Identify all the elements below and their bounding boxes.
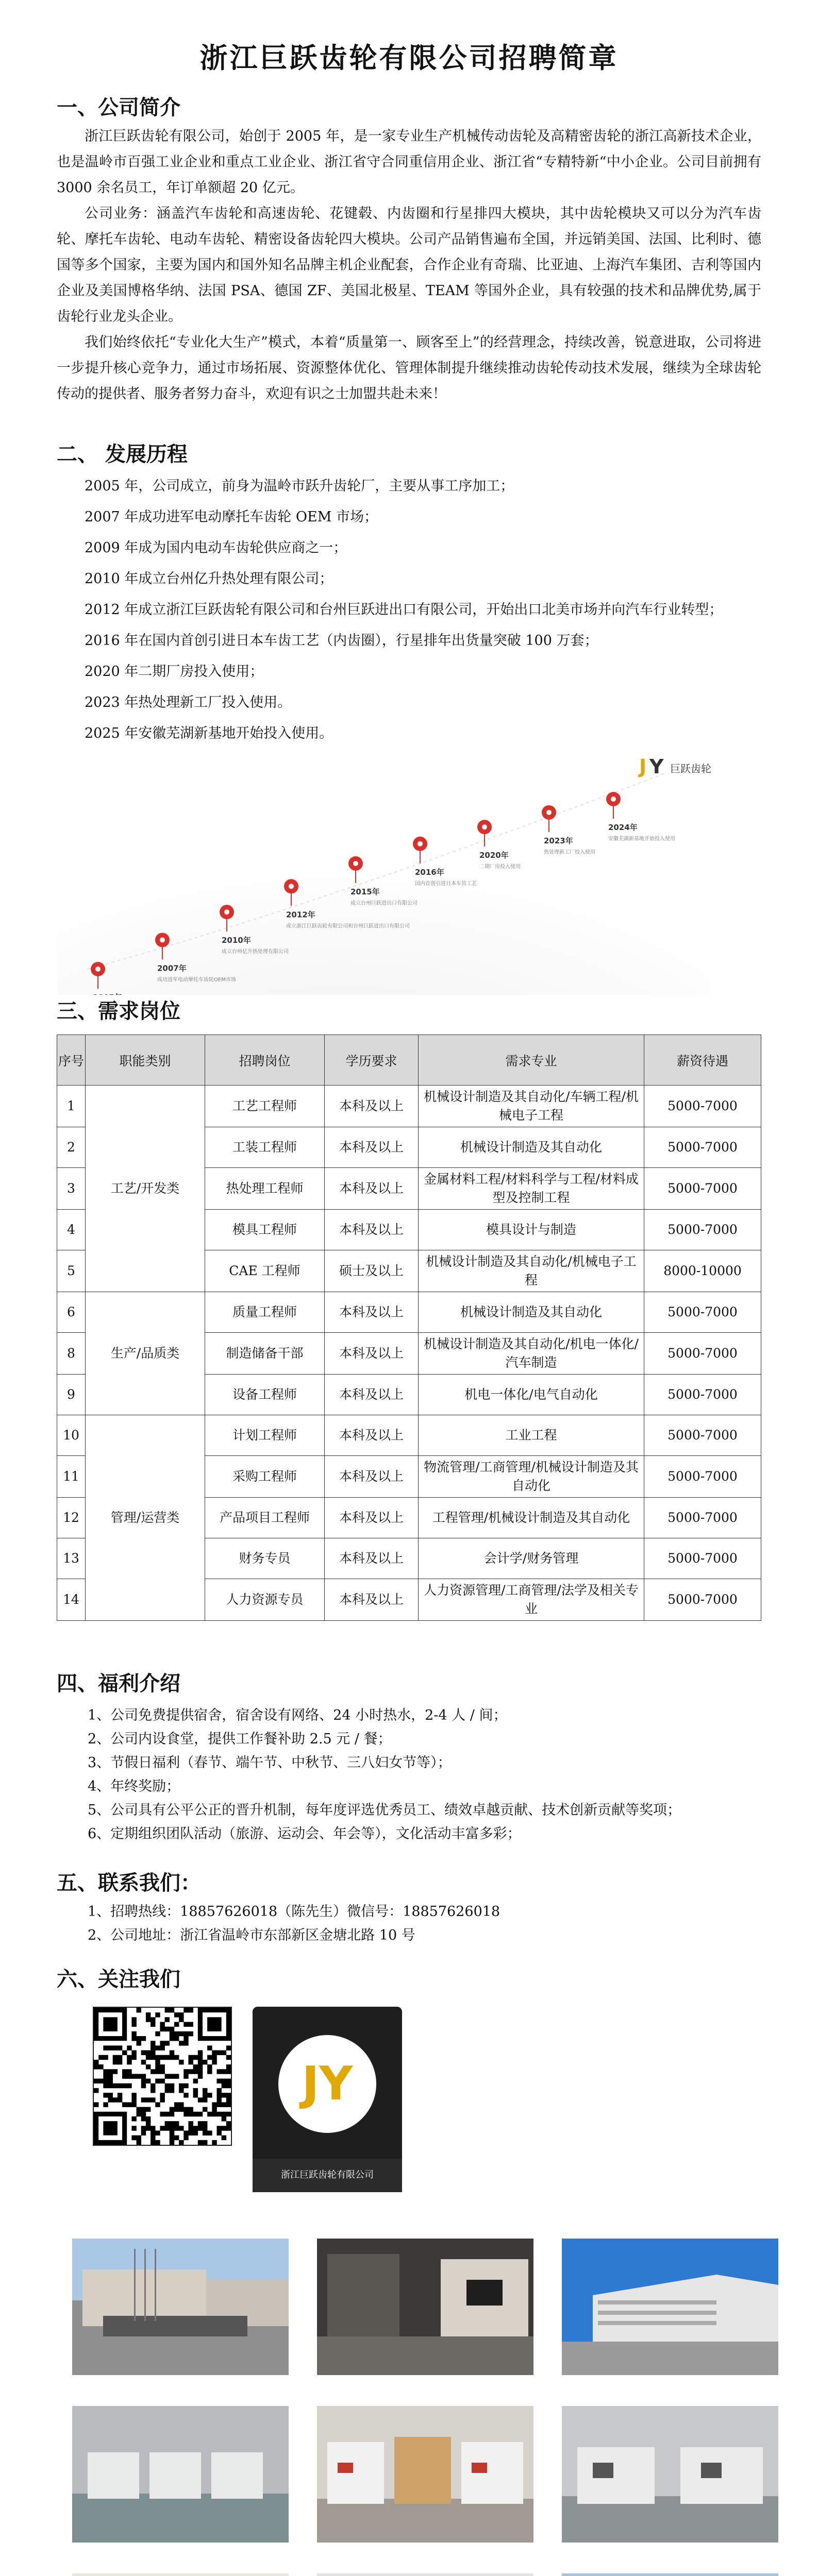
- job-post: CAE 工程师: [205, 1250, 325, 1292]
- job-post: 设备工程师: [205, 1375, 325, 1415]
- photo-recreation-room: [317, 2573, 533, 2576]
- job-category: 生产/品质类: [86, 1292, 205, 1415]
- job-education: 本科及以上: [325, 1210, 419, 1250]
- row-number: 14: [57, 1579, 86, 1621]
- job-major: 机械设计制造及其自动化: [419, 1127, 644, 1168]
- job-category: 工艺/开发类: [86, 1086, 205, 1292]
- history-timeline: [57, 753, 761, 995]
- job-post: 人力资源专员: [205, 1579, 325, 1621]
- job-education: 硕士及以上: [325, 1250, 419, 1292]
- timeline-year: 2024年: [608, 823, 638, 832]
- history-item: 2007 年成功进军电动摩托车齿轮 OEM 市场；: [85, 509, 378, 525]
- job-education: 本科及以上: [325, 1498, 419, 1538]
- photo-workshop-1: [72, 2406, 289, 2543]
- welfare-item: 4、年终奖励；: [88, 1778, 180, 1794]
- timeline-year: [93, 993, 122, 995]
- job-salary: 5000-7000: [644, 1292, 761, 1333]
- job-education: 本科及以上: [325, 1292, 419, 1333]
- row-number: 12: [57, 1498, 86, 1538]
- svg-text:Y: Y: [649, 755, 664, 778]
- job-salary: 8000-10000: [644, 1250, 761, 1292]
- timeline-year: 2016年: [415, 867, 444, 877]
- job-post: 模具工程师: [205, 1210, 325, 1250]
- history-item: 2005 年，公司成立，前身为温岭市跃升齿轮厂，主要从事工序加工；: [85, 478, 514, 494]
- job-salary: 5000-7000: [644, 1498, 761, 1538]
- timeline-node: [606, 792, 675, 842]
- job-salary: 5000-7000: [644, 1086, 761, 1127]
- qr-code[interactable]: [93, 2007, 232, 2146]
- job-salary: 5000-7000: [644, 1333, 761, 1375]
- history-item: 2010 年成立台州亿升热处理有限公司；: [85, 571, 333, 587]
- job-major: 工业工程: [419, 1415, 644, 1456]
- job-major: 机械设计制造及其自动化: [419, 1292, 644, 1333]
- job-major: 机械设计制造及其自动化/机械电子工程: [419, 1250, 644, 1292]
- timeline-year: 2020年: [479, 851, 509, 860]
- photo-canteen: [72, 2573, 289, 2576]
- svg-text:浙江巨跃齿轮有限公司: 浙江巨跃齿轮有限公司: [281, 2170, 374, 2180]
- job-education: 本科及以上: [325, 1168, 419, 1210]
- job-education: 本科及以上: [325, 1333, 419, 1375]
- job-major: 会计学/财务管理: [419, 1538, 644, 1579]
- section-heading-jobs: 三、需求岗位: [57, 999, 180, 1023]
- section-heading-intro: 一、公司简介: [57, 96, 180, 120]
- section-heading-follow: 六、关注我们: [57, 1968, 180, 1991]
- timeline-year: 2015年: [350, 887, 380, 896]
- timeline-year: 2007年: [157, 963, 187, 973]
- row-number: 10: [57, 1415, 86, 1456]
- photo-factory-entrance: [72, 2239, 289, 2375]
- table-row: [57, 1292, 761, 1333]
- table-row: [57, 1086, 761, 1127]
- job-salary: 5000-7000: [644, 1168, 761, 1210]
- photo-workshop-2: [317, 2406, 533, 2543]
- timeline-text: 成立台州亿升热处理有限公司: [222, 949, 289, 955]
- row-number: 6: [57, 1292, 86, 1333]
- timeline-text: 成立浙江巨跃齿轮有限公司和台州巨跃进出口有限公司: [286, 923, 410, 929]
- photo-gallery: [57, 2239, 761, 2576]
- job-education: 本科及以上: [325, 1579, 419, 1621]
- job-education: 本科及以上: [325, 1375, 419, 1415]
- history-item: 2023 年热处理新工厂投入使用。: [85, 694, 292, 710]
- intro-paragraph-2: 公司业务：涵盖汽车齿轮和高速齿轮、花键毂、内齿圈和行星排四大模块，其中齿轮模块又可以分为汽车齿轮、摩托车齿轮、电动车齿轮、精密设备齿轮四大模块。公司产品销售遍布全国，并远销美国、法国、比利时、德国等多个国家，主要为国内和国外知名品牌主机企业配套，合作企业有奇瑞、比亚迪、上海汽车集团、吉利等国内企业及美国博格华纳、法国 PSA、德国 ZF、美国北极星、TEAM 等国外企业，具有较强的技术和品牌优势,属于齿轮行业龙头企业。: [57, 206, 761, 325]
- welfare-item: 5、公司具有公平公正的晋升机制，每年度评选优秀员工、绩效卓越贡献、技术创新贡献等奖项；: [88, 1802, 681, 1818]
- job-major: 机械设计制造及其自动化/机电一体化/汽车制造: [419, 1333, 644, 1375]
- job-education: 本科及以上: [325, 1127, 419, 1168]
- history-item: 2012 年成立浙江巨跃齿轮有限公司和台州巨跃进出口有限公司，开始出口北美市场并向汽车行业转型；: [85, 602, 723, 618]
- job-major: 机电一体化/电气自动化: [419, 1375, 644, 1415]
- job-post: 制造储备干部: [205, 1333, 325, 1375]
- photo-lobby: [317, 2239, 533, 2375]
- timeline-year: 2023年: [544, 836, 573, 845]
- row-number: 9: [57, 1375, 86, 1415]
- history-item: 2009 年成为国内电动车齿轮供应商之一；: [85, 540, 347, 556]
- job-major: 金属材料工程/材料科学与工程/材料成型及控制工程: [419, 1168, 644, 1210]
- job-major: 物流管理/工商管理/机械设计制造及其自动化: [419, 1456, 644, 1498]
- timeline-text: 成功进军电动摩托车齿轮OEM市场: [157, 977, 236, 983]
- row-number: 4: [57, 1210, 86, 1250]
- timeline-text: 安徽芜湖新基地开始投入使用: [608, 836, 675, 842]
- job-post: 工艺工程师: [205, 1086, 325, 1127]
- col-header: 招聘岗位: [205, 1035, 325, 1086]
- job-post: 计划工程师: [205, 1415, 325, 1456]
- welfare-item: 3、节假日福利（春节、端午节、中秋节、三八妇女节等）；: [88, 1755, 452, 1771]
- photo-workshop-3: [562, 2406, 778, 2543]
- job-salary: 5000-7000: [644, 1210, 761, 1250]
- job-major: 工程管理/机械设计制造及其自动化: [419, 1498, 644, 1538]
- row-number: 8: [57, 1333, 86, 1375]
- table-row: [57, 1415, 761, 1456]
- job-salary: 5000-7000: [644, 1375, 761, 1415]
- job-post: 财务专员: [205, 1538, 325, 1579]
- job-major: 机械设计制造及其自动化/车辆工程/机械电子工程: [419, 1086, 644, 1127]
- job-major: 人力资源管理/工商管理/法学及相关专业: [419, 1579, 644, 1621]
- photo-building: [562, 2239, 778, 2375]
- job-category: 管理/运营类: [86, 1415, 205, 1621]
- job-post: 工装工程师: [205, 1127, 325, 1168]
- wechat-card[interactable]: [253, 2007, 402, 2192]
- contact-address: 2、公司地址：浙江省温岭市东部新区金塘北路 10 号: [88, 1927, 415, 1943]
- job-post: 产品项目工程师: [205, 1498, 325, 1538]
- timeline-year: 2012年: [286, 910, 315, 920]
- col-header: 需求专业: [419, 1035, 644, 1086]
- intro-paragraph-1: 浙江巨跃齿轮有限公司，始创于 2005 年，是一家专业生产机械传动齿轮及高精密齿轮的浙江高新技术企业，也是温岭市百强工业企业和重点工业企业、浙江省守合同重信用企业、浙江省“专精特新“中小企业。公司目前拥有 3000 余名员工，年订单额超 20 亿元。: [57, 128, 761, 196]
- timeline-text: 国内首创引进日本车齿工艺: [415, 880, 477, 887]
- job-post: 质量工程师: [205, 1292, 325, 1333]
- history-item: 2025 年安徽芜湖新基地开始投入使用。: [85, 725, 333, 741]
- timeline-text: 热处理新工厂投入使用: [544, 849, 595, 855]
- page-title: 浙江巨跃齿轮有限公司招聘简章: [199, 42, 619, 74]
- job-post: 热处理工程师: [205, 1168, 325, 1210]
- row-number: 3: [57, 1168, 86, 1210]
- col-header: 薪资待遇: [644, 1035, 761, 1086]
- timeline-text: 二期厂房投入使用: [479, 864, 521, 870]
- job-education: 本科及以上: [325, 1538, 419, 1579]
- row-number: 5: [57, 1250, 86, 1292]
- svg-text:J: J: [639, 755, 647, 778]
- job-education: 本科及以上: [325, 1456, 419, 1498]
- job-salary: 5000-7000: [644, 1415, 761, 1456]
- job-education: 本科及以上: [325, 1086, 419, 1127]
- section-heading-history: 二、 发展历程: [57, 443, 188, 466]
- job-salary: 5000-7000: [644, 1538, 761, 1579]
- job-salary: 5000-7000: [644, 1127, 761, 1168]
- intro-paragraph-3: 我们始终依托“专业化大生产”模式，本着“质量第一、顾客至上”的经营理念，持续改善，锐意进取，公司将进一步提升核心竞争力，通过市场拓展、资源整体优化、管理体制提升继续推动齿轮传动技术发展，继续为全球齿轮传动的提供者、服务者努力奋斗，欢迎有识之士加盟共赴未来！: [57, 334, 761, 402]
- logo-text: 巨跃齿轮: [670, 762, 711, 775]
- table-header-row: [57, 1035, 761, 1086]
- history-item: 2020 年二期厂房投入使用；: [85, 664, 264, 680]
- col-header: 序号: [57, 1035, 86, 1086]
- timeline-text: 成立台州巨跃进出口有限公司: [350, 901, 418, 906]
- company-logo: [638, 755, 711, 778]
- col-header: 学历要求: [325, 1035, 419, 1086]
- photo-campus-aerial: [562, 2573, 778, 2576]
- job-post: 采购工程师: [205, 1456, 325, 1498]
- row-number: 13: [57, 1538, 86, 1579]
- welfare-item: 1、公司免费提供宿舍，宿舍设有网络、24 小时热水，2-4 人 / 间；: [88, 1707, 507, 1723]
- history-item: 2016 年在国内首创引进日本车齿工艺（内齿圈），行星排年出货量突破 100 万套；: [85, 633, 598, 649]
- section-heading-contact: 五、联系我们：: [57, 1871, 201, 1895]
- timeline-graphic: [57, 753, 761, 995]
- contact-phone: 1、招聘热线：18857626018（陈先生）微信号：18857626018: [88, 1904, 500, 1920]
- welfare-item: 2、公司内设食堂，提供工作餐补助 2.5 元 / 餐；: [88, 1731, 392, 1747]
- welfare-item: 6、定期组织团队活动（旅游、运动会、年会等），文化活动丰富多彩；: [88, 1826, 521, 1842]
- row-number: 2: [57, 1127, 86, 1168]
- row-number: 11: [57, 1456, 86, 1498]
- card-logo-icon: JY: [302, 2057, 353, 2111]
- job-major: 模具设计与制造: [419, 1210, 644, 1250]
- job-salary: 5000-7000: [644, 1579, 761, 1621]
- row-number: 1: [57, 1086, 86, 1127]
- section-heading-welfare: 四、福利介绍: [57, 1672, 180, 1696]
- jobs-table: [57, 1035, 761, 1621]
- job-salary: 5000-7000: [644, 1456, 761, 1498]
- timeline-year: 2010年: [222, 936, 251, 945]
- col-header: 职能类别: [86, 1035, 205, 1086]
- job-education: 本科及以上: [325, 1415, 419, 1456]
